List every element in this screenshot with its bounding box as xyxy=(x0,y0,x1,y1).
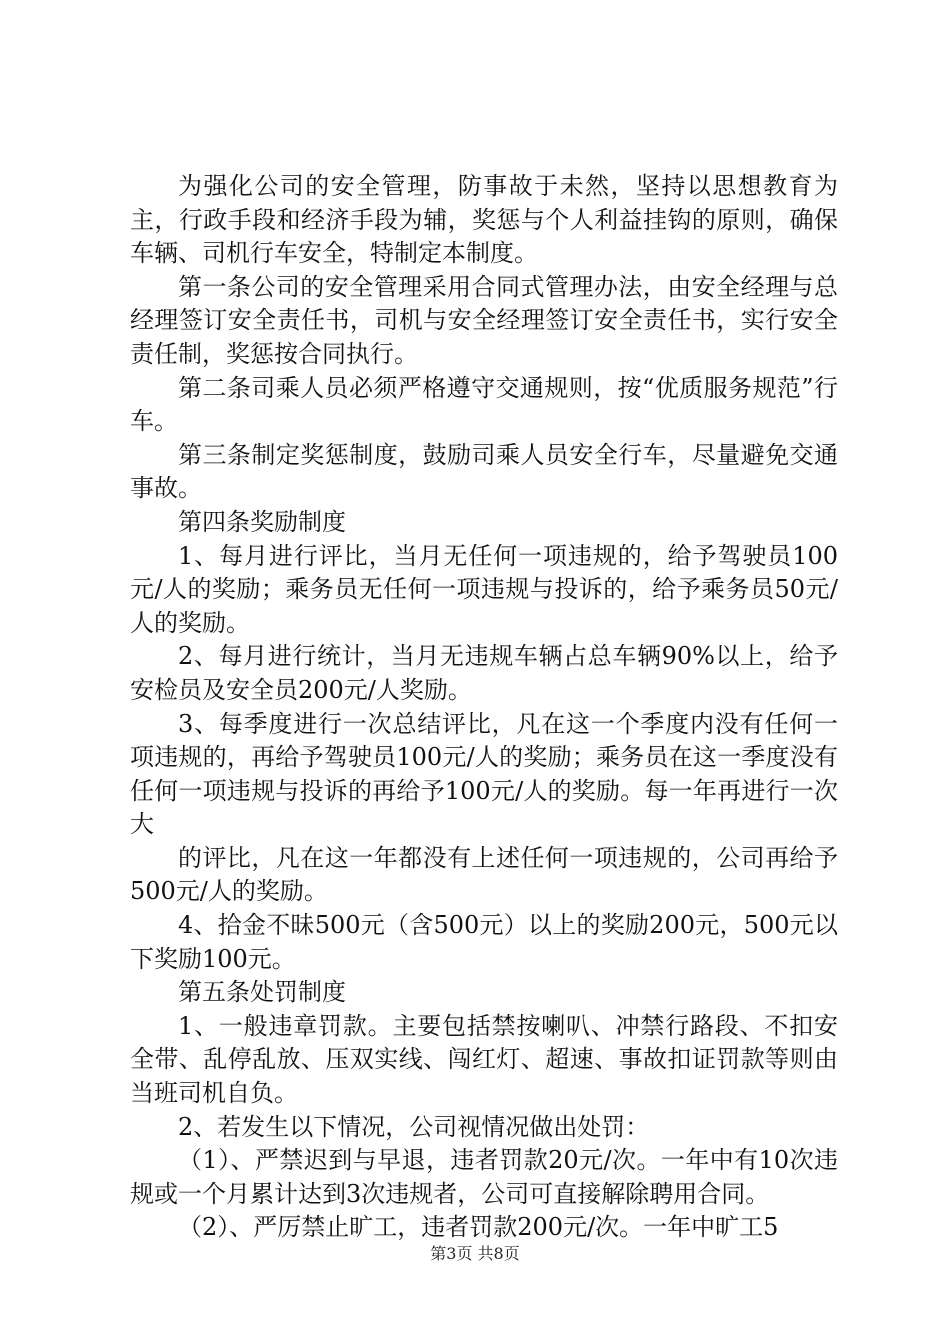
penalty-subitem-1: （1）、严禁迟到与早退，违者罚款20元/次。一年中有10次违规或一个月累计达到3次违规者，公司可直接解除聘用合同。 xyxy=(130,1146,838,1208)
penalty-subitem-2: （2）、严厉禁止旷工，违者罚款200元/次。一年中旷工5 xyxy=(178,1213,779,1242)
article-3-paragraph: 第三条制定奖惩制度，鼓励司乘人员安全行车，尽量避免交通事故。 xyxy=(130,440,838,503)
penalty-item-1: 1、一般违章罚款。主要包括禁按喇叭、冲禁行路段、不扣安全带、乱停乱放、压双实线、闯红灯、超速、事故扣证罚款等则由当班司机自负。 xyxy=(130,1011,838,1108)
reward-item-2: 2、每月进行统计，当月无违规车辆占总车辆90%以上，给予安检员及安全员200元/人奖励。 xyxy=(130,642,838,704)
article-5-heading: 第五条处罚制度 xyxy=(178,978,346,1007)
penalty-item-2: 2、若发生以下情况，公司视情况做出处罚： xyxy=(178,1112,650,1141)
reward-item-4: 4、拾金不昧500元（含500元）以上的奖励200元，500元以下奖励100元。 xyxy=(130,911,838,973)
article-2-paragraph: 第二条司乘人员必须严格遵守交通规则，按“优质服务规范”行车。 xyxy=(130,373,838,436)
article-4-heading: 第四条奖励制度 xyxy=(178,507,346,536)
article-1-paragraph: 第一条公司的安全管理采用合同式管理办法，由安全经理与总经理签订安全责任书，司机与安全经理签订安全责任书，实行安全责任制，奖惩按合同执行。 xyxy=(130,272,838,368)
intro-paragraph: 为强化公司的安全管理，防事故于未然，坚持以思想教育为主，行政手段和经济手段为辅，奖惩与个人利益挂钩的原则，确保车辆、司机行车安全，特制定本制度。 xyxy=(130,172,838,268)
reward-item-3-continued: 的评比，凡在这一年都没有上述任何一项违规的，公司再给予500元/人的奖励。 xyxy=(130,843,838,906)
document-body xyxy=(130,170,838,1245)
reward-item-1: 1、每月进行评比，当月无任何一项违规的，给予驾驶员100元/人的奖励；乘务员无任何一项违规与投诉的，给予乘务员50元/人的奖励。 xyxy=(130,541,838,637)
reward-item-3: 3、每季度进行一次总结评比，凡在这一个季度内没有任何一项违规的，再给予驾驶员100元/人的奖励；乘务员在这一季度没有任何一项违规与投诉的再给予100元/人的奖励。每一年再进行一次大 xyxy=(130,709,838,839)
page-number-footer: 第3页 共8页 xyxy=(430,1244,520,1263)
